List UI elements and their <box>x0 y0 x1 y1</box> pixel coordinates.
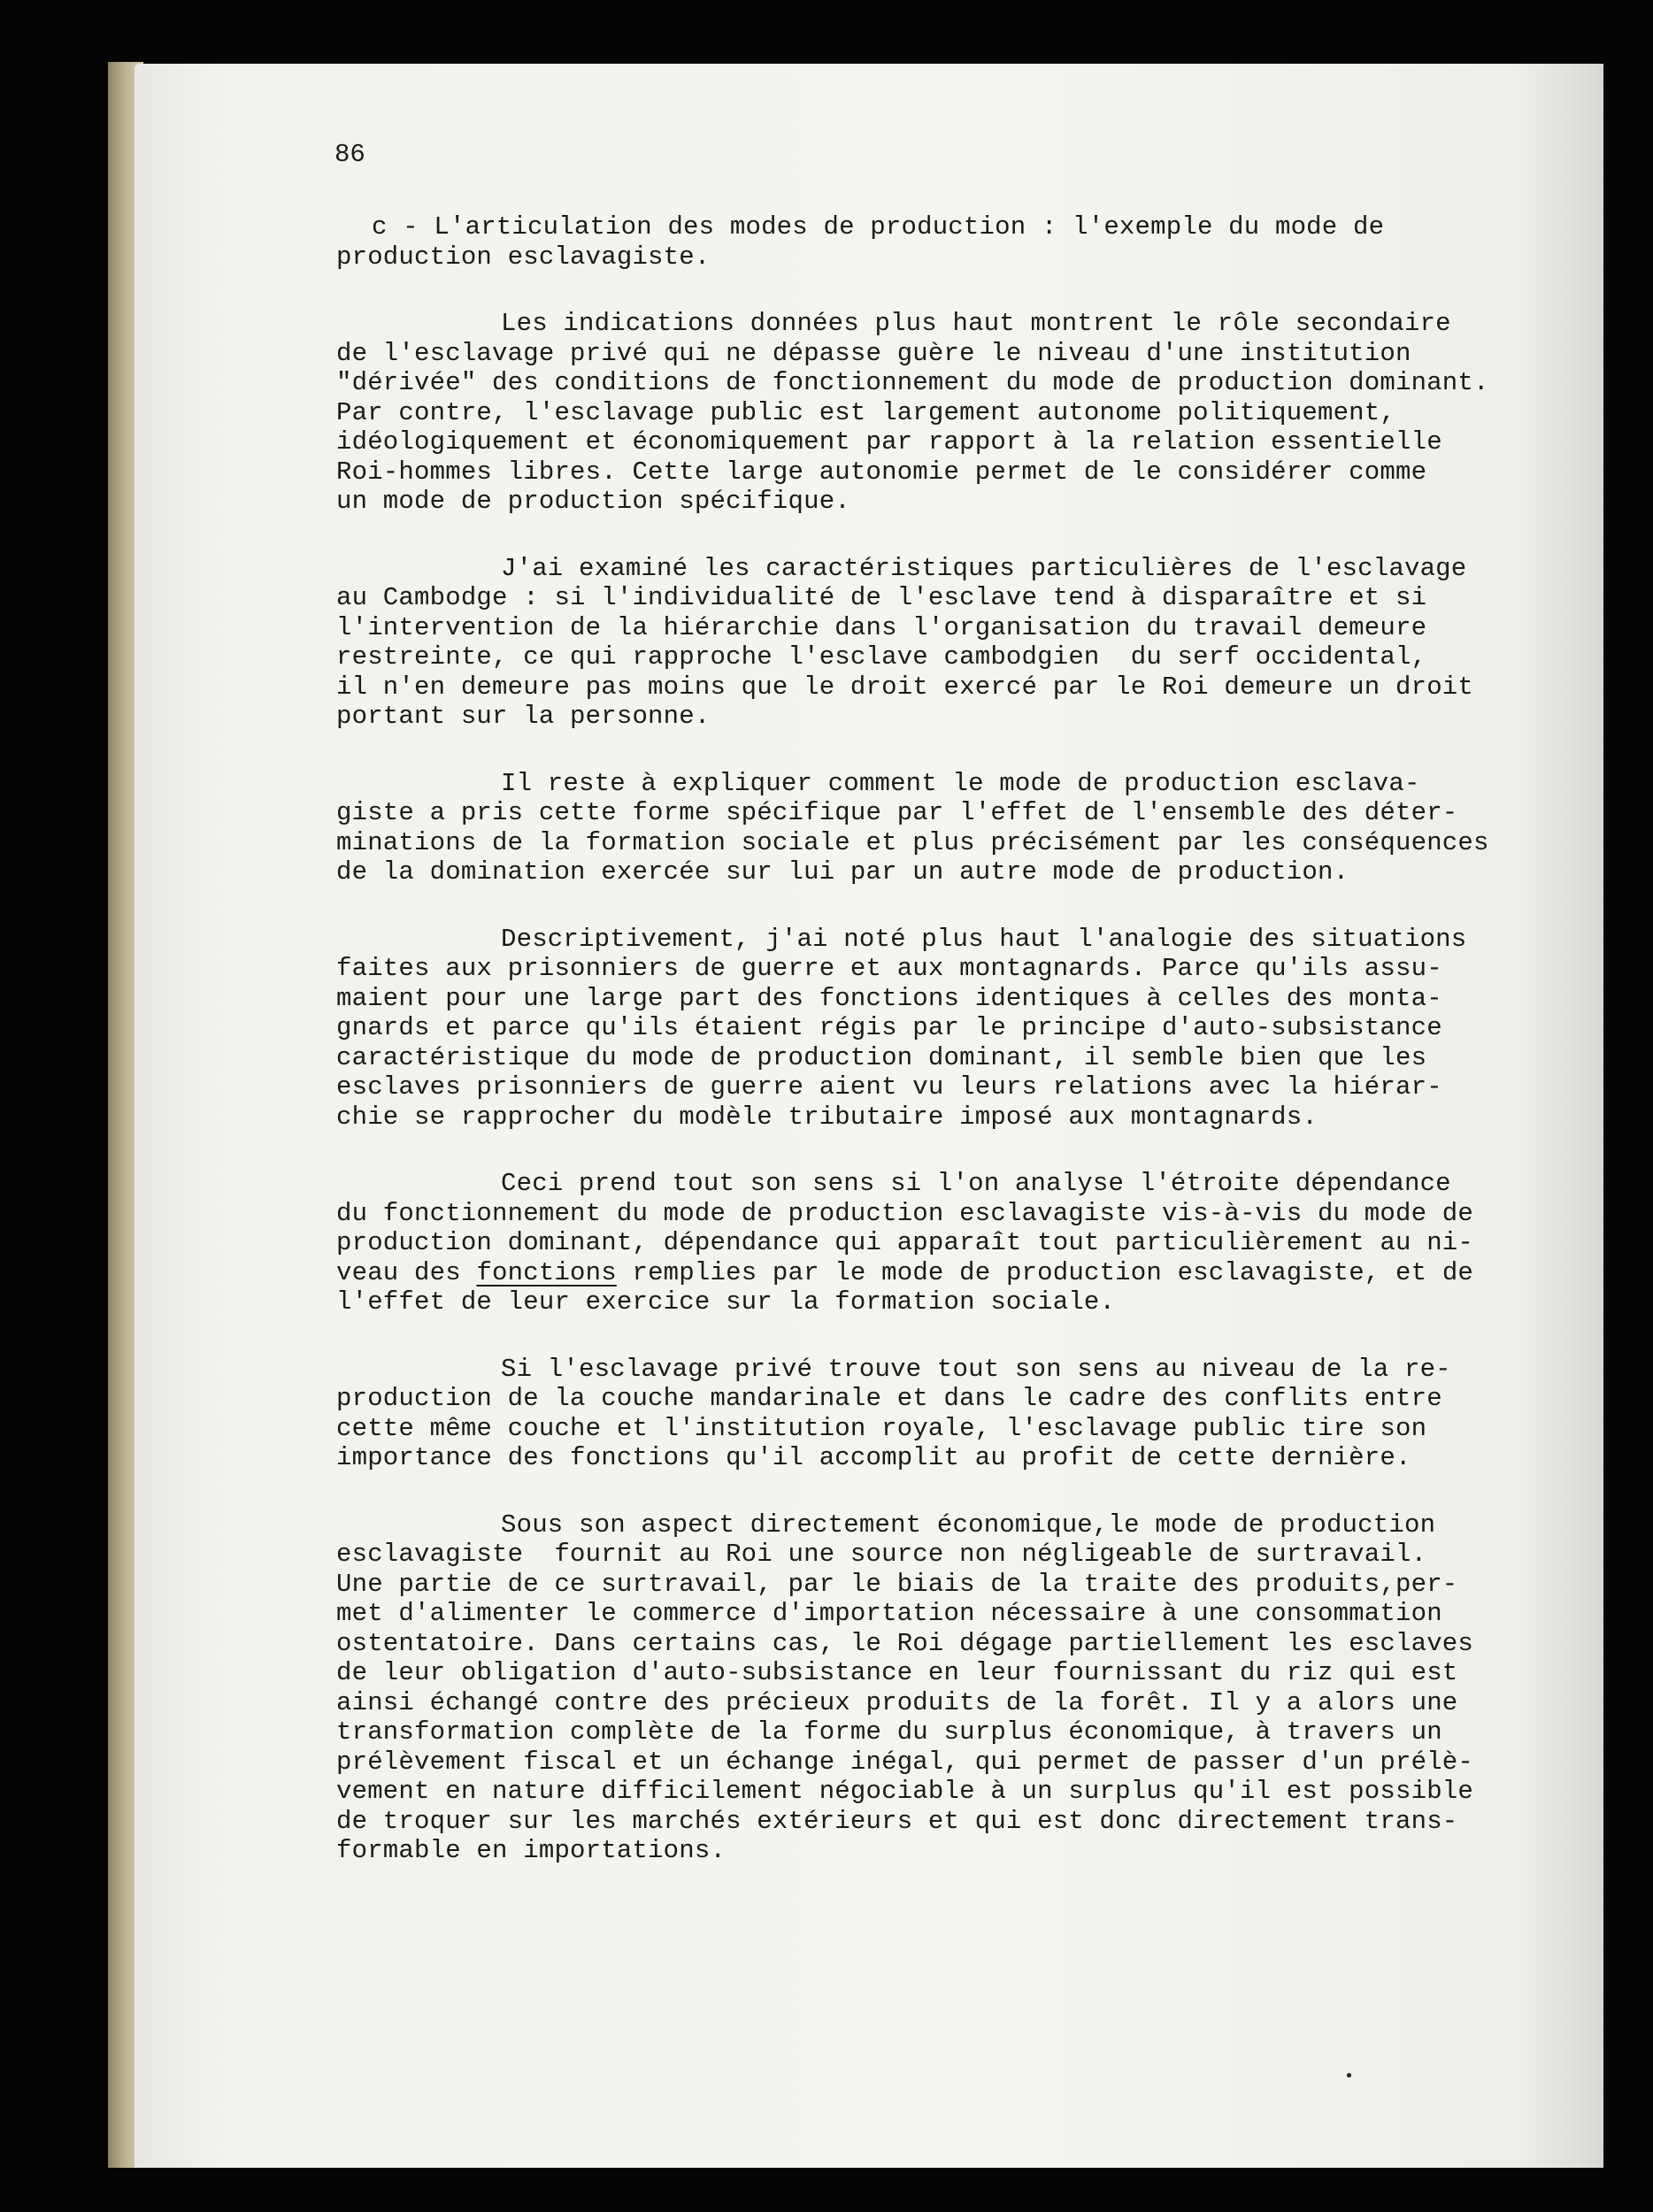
text-line: "dérivée" des conditions de fonctionnement du mode de production dominant. <box>336 368 1489 397</box>
text-segment: veau des <box>336 1257 477 1287</box>
text-line: de la domination exercée sur lui par un autre mode de production. <box>336 857 1349 887</box>
text-line: faites aux prisonniers de guerre et aux montagnards. Parce qu'ils assu- <box>336 954 1442 983</box>
text-line: transformation complète de la forme du surplus économique, à travers un <box>336 1717 1442 1747</box>
text-line: il n'en demeure pas moins que le droit exercé par le Roi demeure un droit <box>336 672 1474 702</box>
paragraph-gap <box>336 1473 1455 1510</box>
text-line: giste a pris cette forme spécifique par l'effet de l'ensemble des déter- <box>336 798 1458 827</box>
text-line: ainsi échangé contre des précieux produits de la forêt. Il y a alors une <box>336 1687 1458 1717</box>
paragraph-gap <box>336 1132 1455 1169</box>
paragraph-gap <box>336 517 1455 554</box>
text-line: cette même couche et l'institution royale, l'esclavage public tire son <box>336 1413 1427 1443</box>
text-line: de l'esclavage privé qui ne dépasse guère le niveau d'une institution <box>336 338 1411 368</box>
text-line: caractéristique du mode de production dominant, il semble bien que les <box>336 1042 1427 1072</box>
text-line: Roi-hommes libres. Cette large autonomie permet de le considérer comme <box>336 457 1427 487</box>
text-line: Ceci prend tout son sens si l'on analyse l'étroite dépendance <box>501 1169 1451 1198</box>
text-line: de troquer sur les marchés extérieurs et qui est donc directement trans- <box>336 1806 1458 1836</box>
speck-mark <box>1347 2073 1351 2078</box>
text-line: Descriptivement, j'ai noté plus haut l'analogie des situations <box>501 924 1467 954</box>
paragraph-gap <box>336 732 1455 769</box>
text-line: Par contre, l'esclavage public est largement autonome politiquement, <box>336 397 1395 427</box>
text-line: Les indications données plus haut montrent le rôle secondaire <box>501 309 1451 338</box>
text-line: portant sur la personne. <box>336 702 711 731</box>
text-line: formable en importations. <box>336 1836 727 1865</box>
text-line: maient pour une large part des fonctions identiques à celles des monta- <box>336 983 1442 1013</box>
text-line: J'ai examiné les caractéristiques particulières de l'esclavage <box>501 553 1467 583</box>
text-line: restreinte, ce qui rapproche l'esclave cambodgien du serf occidental, <box>336 642 1427 672</box>
text-line: c - L'articulation des modes de production : l'exemple du mode de <box>372 212 1385 242</box>
text-line: ostentatoire. Dans certains cas, le Roi dégage partiellement les esclaves <box>336 1628 1474 1658</box>
text-line: minations de la formation sociale et plus précisément par les conséquences <box>336 827 1489 857</box>
text-line: au Cambodge : si l'individualité de l'esclave tend à disparaître et si <box>336 583 1427 612</box>
paragraph-gap <box>336 887 1455 925</box>
text-line: esclaves prisonniers de guerre aient vu leurs relations avec la hiérar- <box>336 1072 1442 1102</box>
text-line: production de la couche mandarinale et dans le cadre des conflits entre <box>336 1384 1442 1413</box>
text-line: idéologiquement et économiquement par rapport à la relation essentielle <box>336 427 1442 457</box>
text-line: esclavagiste fournit au Roi une source non négligeable de surtravail. <box>336 1540 1427 1569</box>
text-line: production esclavagiste. <box>336 242 711 272</box>
text-line: du fonctionnement du mode de production esclavagiste vis-à-vis du mode de <box>336 1198 1474 1228</box>
text-line: l'intervention de la hiérarchie dans l'organisation du travail demeure <box>336 612 1427 642</box>
text-line: production dominant, dépendance qui apparaît tout particulièrement au ni- <box>336 1228 1474 1257</box>
text-line: chie se rapprocher du modèle tributaire imposé aux montagnards. <box>336 1102 1318 1132</box>
text-line: gnards et parce qu'ils étaient régis par le principe d'auto-subsistance <box>336 1013 1442 1042</box>
text-line: vement en nature difficilement négociable à un surplus qu'il est possible <box>336 1777 1474 1806</box>
text-line: Il reste à expliquer comment le mode de production esclava- <box>501 768 1420 798</box>
text-line <box>336 1257 1474 1288</box>
page-number: 86 <box>334 140 365 169</box>
text-line: l'effet de leur exercice sur la formation sociale. <box>336 1287 1116 1317</box>
text-line: prélèvement fiscal et un échange inégal, qui permet de passer d'un prélè- <box>336 1747 1474 1777</box>
paragraph-gap <box>336 272 1455 309</box>
text-line: de leur obligation d'auto-subsistance en leur fournissant du riz qui est <box>336 1658 1458 1687</box>
underlined-word: fonctions <box>476 1257 617 1287</box>
text-segment: remplies par le mode de production esclavagiste, et de <box>616 1257 1474 1287</box>
text-line: un mode de production spécifique. <box>336 487 850 516</box>
text-line: met d'alimenter le commerce d'importation nécessaire à une consommation <box>336 1599 1442 1628</box>
text-line: Si l'esclavage privé trouve tout son sens au niveau de la re- <box>501 1354 1451 1384</box>
body-text <box>336 212 1489 1866</box>
text-line: importance des fonctions qu'il accomplit au profit de cette dernière. <box>336 1443 1411 1472</box>
paragraph-gap <box>336 1317 1455 1355</box>
text-line: Une partie de ce surtravail, par le biais de la traite des produits,per- <box>336 1569 1458 1599</box>
text-line: Sous son aspect directement économique,le mode de production <box>501 1509 1436 1540</box>
